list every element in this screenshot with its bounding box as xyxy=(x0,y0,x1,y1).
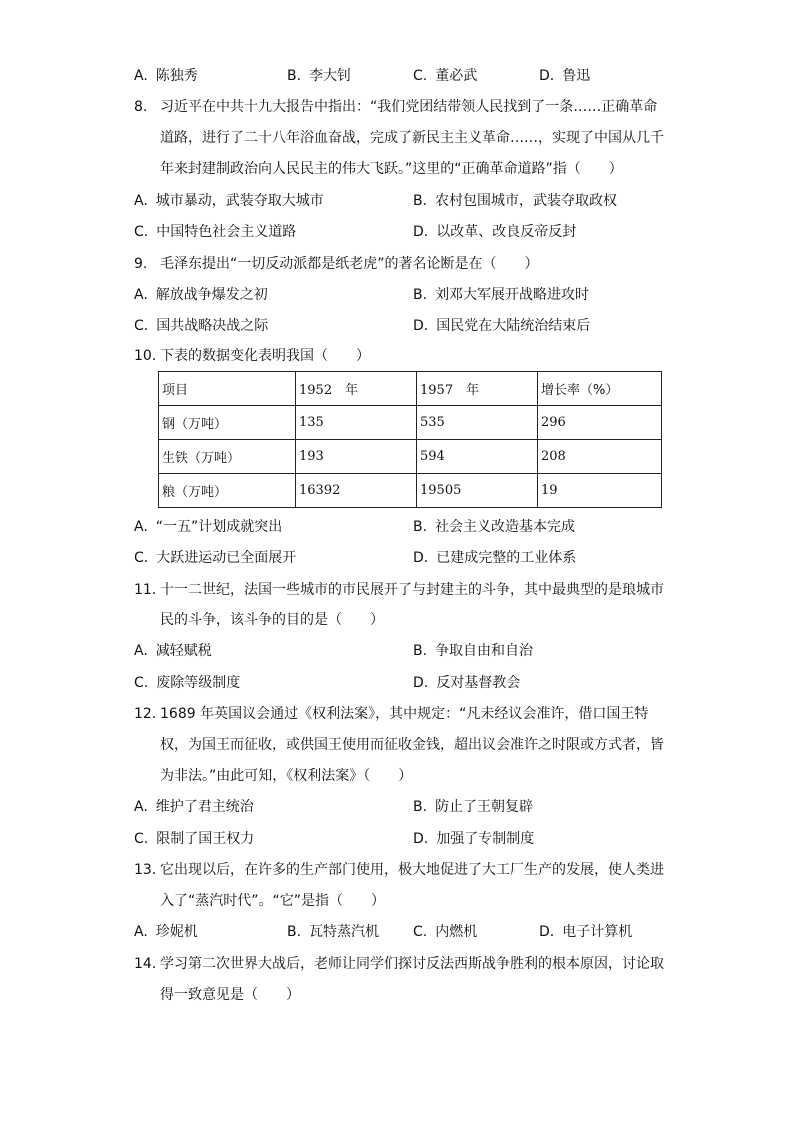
table-cell: 296 xyxy=(538,406,662,440)
q10-option-a[interactable] xyxy=(134,517,282,537)
option-text: 农村包围城市，武装夺取政权 xyxy=(435,193,618,209)
option-letter: B. xyxy=(413,799,428,815)
q7-option-d[interactable] xyxy=(539,66,590,86)
option-text: 以改革、改良反帝反封 xyxy=(436,224,577,240)
option-letter: D. xyxy=(413,831,429,847)
question-number: 10. xyxy=(134,348,157,364)
option-text: 董必武 xyxy=(435,68,478,84)
q8-option-d[interactable] xyxy=(413,222,576,242)
option-letter: A. xyxy=(134,287,148,303)
option-letter: C. xyxy=(413,68,428,84)
q14-stem-line-2: 得一致意见是（ ） xyxy=(160,987,300,1003)
q7-option-c[interactable] xyxy=(413,66,477,86)
option-letter: A. xyxy=(134,519,148,535)
table-header-row xyxy=(159,372,662,406)
option-letter: B. xyxy=(287,68,302,84)
option-letter: A. xyxy=(134,924,148,940)
data-table xyxy=(158,371,662,508)
q12-option-c[interactable] xyxy=(134,829,254,849)
option-text: 减轻赋税 xyxy=(155,643,212,659)
question-number: 14. xyxy=(134,956,157,972)
q12-stem-line-1: 1689 年英国议会通过《权利法案》，其中规定：“凡未经议会准许，借口国王特 xyxy=(160,706,649,722)
q11-stem-line-1: 十一二世纪，法国一些城市的市民展开了与封建主的斗争，其中最典型的是琅城市 xyxy=(160,582,664,598)
table-cell: 19 xyxy=(538,474,662,508)
q13-option-b[interactable] xyxy=(287,922,379,942)
question-number: 9. xyxy=(134,256,148,272)
q11-option-c[interactable] xyxy=(134,673,240,693)
option-text: 废除等级制度 xyxy=(156,675,241,691)
table-cell: 208 xyxy=(538,440,662,474)
option-letter: C. xyxy=(413,924,428,940)
option-text: 刘邓大军展开战略进攻时 xyxy=(435,287,590,303)
table-cell: 粮（万吨） xyxy=(159,474,296,508)
option-text: 鲁迅 xyxy=(562,68,591,84)
q11-option-b[interactable] xyxy=(413,641,533,661)
option-text: 瓦特蒸汽机 xyxy=(309,924,380,940)
option-text: 维护了君主统治 xyxy=(155,799,254,815)
question-number: 13. xyxy=(134,862,157,878)
option-letter: D. xyxy=(539,68,555,84)
q9-option-a[interactable] xyxy=(134,285,268,305)
q13-option-d[interactable] xyxy=(539,922,632,942)
q7-option-b[interactable] xyxy=(287,66,351,86)
option-letter: A. xyxy=(134,643,148,659)
q9-option-d[interactable] xyxy=(413,316,590,336)
table-cell: 19505 xyxy=(417,474,538,508)
q9-stem-line-1: 毛泽东提出“一切反动派都是纸老虎”的著名论断是在（ ） xyxy=(160,256,539,272)
option-letter: B. xyxy=(413,287,428,303)
option-letter: A. xyxy=(134,193,148,209)
table-row xyxy=(159,440,662,474)
option-text: 解放战争爆发之初 xyxy=(155,287,268,303)
table-header-cell: 增长率（%） xyxy=(538,372,662,406)
q10-option-c[interactable] xyxy=(134,548,296,568)
table-header-cell: 1952 年 xyxy=(296,372,417,406)
q9-option-b[interactable] xyxy=(413,285,589,305)
q11-option-d[interactable] xyxy=(413,673,520,693)
option-text: 珍妮机 xyxy=(155,924,198,940)
q8-stem-line-3: 年来封建制政治向人民民主的伟大飞跃。”这里的“正确革命道路”指（ ） xyxy=(160,161,623,177)
table-cell: 钢（万吨） xyxy=(159,406,296,440)
option-letter: D. xyxy=(413,550,429,566)
option-letter: D. xyxy=(413,675,429,691)
q13-stem-line-2: 入了“蒸汽时代”。“它”是指（ ） xyxy=(160,893,386,909)
q12-option-a[interactable] xyxy=(134,797,254,817)
option-letter: A. xyxy=(134,799,148,815)
q14-stem-line-1: 学习第二次世界大战后，老师让同学们探讨反法西斯战争胜利的根本原因，讨论取 xyxy=(160,956,664,972)
table-header-cell: 项目 xyxy=(159,372,296,406)
option-letter: C. xyxy=(134,675,149,691)
q12-stem-line-2: 权，为国王而征收，或供国王使用而征收金钱，超出议会准许之时限或方式者，皆 xyxy=(160,737,664,753)
option-letter: B. xyxy=(413,193,428,209)
q10-option-d[interactable] xyxy=(413,548,576,568)
option-letter: C. xyxy=(134,550,149,566)
question-number: 11. xyxy=(134,582,157,598)
option-text: 限制了国王权力 xyxy=(156,831,255,847)
q11-stem-line-2: 民的斗争，该斗争的目的是（ ） xyxy=(160,612,384,628)
q10-option-b[interactable] xyxy=(413,517,575,537)
option-letter: B. xyxy=(287,924,302,940)
q9-option-c[interactable] xyxy=(134,316,268,336)
option-letter: C. xyxy=(134,318,149,334)
option-text: 反对基督教会 xyxy=(436,675,521,691)
q8-option-c[interactable] xyxy=(134,222,296,242)
table-cell: 生铁（万吨） xyxy=(159,440,296,474)
option-letter: C. xyxy=(134,831,149,847)
option-letter: D. xyxy=(539,924,555,940)
option-letter: D. xyxy=(413,224,429,240)
table-cell: 16392 xyxy=(296,474,417,508)
table-cell: 594 xyxy=(417,440,538,474)
table-cell: 193 xyxy=(296,440,417,474)
option-letter: B. xyxy=(413,519,428,535)
option-text: 内燃机 xyxy=(435,924,478,940)
q8-option-b[interactable] xyxy=(413,191,617,211)
option-text: 国共战略决战之际 xyxy=(156,318,269,334)
q7-option-a[interactable] xyxy=(134,66,198,86)
table-header-cell: 1957 年 xyxy=(417,372,538,406)
option-text: 陈独秀 xyxy=(155,68,198,84)
option-text: 社会主义改造基本完成 xyxy=(435,519,576,535)
option-text: 李大钊 xyxy=(309,68,352,84)
q13-stem-line-1: 它出现以后，在许多的生产部门使用，极大地促进了大工厂生产的发展，使人类进 xyxy=(160,862,664,878)
option-text: 已建成完整的工业体系 xyxy=(436,550,577,566)
option-text: 防止了王朝复辟 xyxy=(435,799,534,815)
q8-stem-line-2: 道路，进行了二十八年浴血奋战，完成了新民主主义革命……，实现了中国从几千 xyxy=(160,130,664,146)
option-text: 大跃进运动已全面展开 xyxy=(156,550,297,566)
option-text: 加强了专制制度 xyxy=(436,831,535,847)
option-text: 争取自由和自治 xyxy=(435,643,534,659)
option-text: 中国特色社会主义道路 xyxy=(156,224,297,240)
table-cell: 535 xyxy=(417,406,538,440)
q13-option-c[interactable] xyxy=(413,922,477,942)
table-row xyxy=(159,406,662,440)
q13-option-a[interactable] xyxy=(134,922,198,942)
question-number: 12. xyxy=(134,706,157,722)
table-row xyxy=(159,474,662,508)
q12-stem-line-3: 为非法。”由此可知，《权利法案》（ ） xyxy=(160,768,413,784)
q10-stem-line-1: 下表的数据变化表明我国（ ） xyxy=(160,348,370,364)
option-letter: C. xyxy=(134,224,149,240)
option-letter: B. xyxy=(413,643,428,659)
q12-option-b[interactable] xyxy=(413,797,533,817)
option-text: 城市暴动，武装夺取大城市 xyxy=(155,193,324,209)
q12-option-d[interactable] xyxy=(413,829,534,849)
table-cell: 135 xyxy=(296,406,417,440)
option-letter: A. xyxy=(134,68,148,84)
question-number: 8. xyxy=(134,99,148,115)
option-letter: D. xyxy=(413,318,429,334)
q11-option-a[interactable] xyxy=(134,641,212,661)
option-text: 电子计算机 xyxy=(562,924,633,940)
option-text: “一五”计划成就突出 xyxy=(155,519,283,535)
option-text: 国民党在大陆统治结束后 xyxy=(436,318,591,334)
q8-stem-line-1: 习近平在中共十九大报告中指出：“我们党团结带领人民找到了一条……正确革命 xyxy=(160,99,658,115)
q8-option-a[interactable] xyxy=(134,191,324,211)
